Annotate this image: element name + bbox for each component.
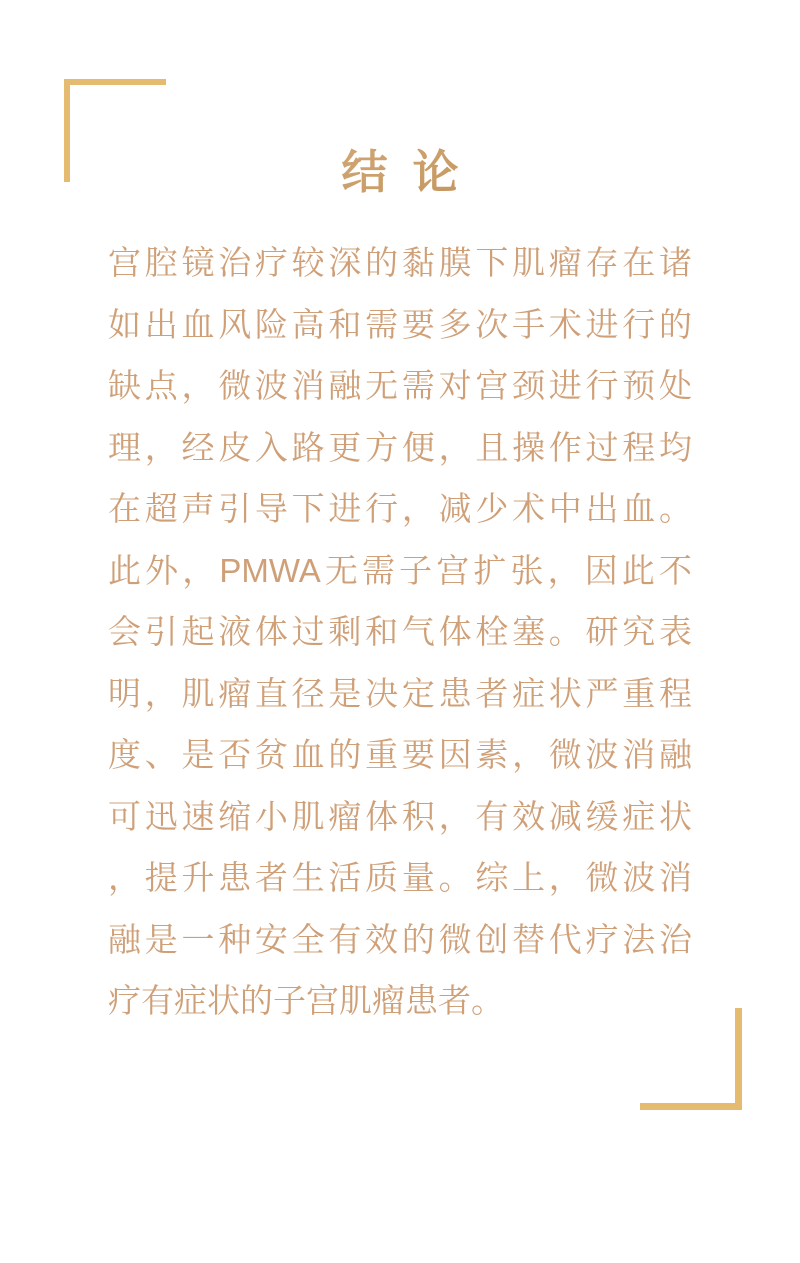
- body-text-line: 在超声引导下进行，减少术中出血。: [108, 490, 692, 527]
- body-text-line: 度、是否贫血的重要因素，微波消融: [108, 736, 692, 773]
- body-text-line: 缺点，微波消融无需对宫颈进行预处: [108, 367, 692, 404]
- body-paragraph: [108, 232, 692, 1032]
- body-text-line: ，提升患者生活质量。综上，微波消: [108, 859, 692, 896]
- body-text-line: 此外，PMWA无需子宫扩张，因此不: [108, 551, 692, 589]
- body-text-line: 宫腔镜治疗较深的黏膜下肌瘤存在诸: [108, 244, 692, 281]
- body-text-line: 融是一种安全有效的微创替代疗法治: [108, 920, 692, 958]
- body-text-line: 理，经皮入路更方便，且操作过程均: [108, 428, 692, 466]
- body-text-line: 会引起液体过剩和气体栓塞。研究表: [108, 613, 692, 650]
- body-text-line: 明，肌瘤直径是决定患者症状严重程: [108, 674, 692, 712]
- body-text-line: 如出血风险高和需要多次手术进行的: [108, 305, 692, 343]
- body-text-line: 可迅速缩小肌瘤体积，有效减缓症状: [108, 797, 692, 835]
- body-text-line: 疗有症状的子宫肌瘤患者。: [108, 982, 504, 1019]
- corner-bracket-bottom-right: [640, 1008, 742, 1110]
- page-title: 结 论: [0, 146, 800, 198]
